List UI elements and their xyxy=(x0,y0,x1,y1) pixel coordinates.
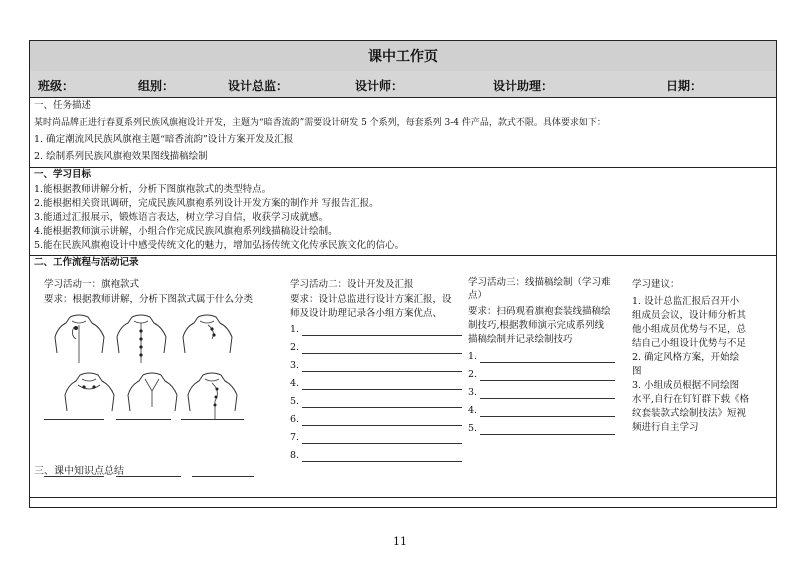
goal-item-1: 1.能根据教师讲解分析，分析下图旗袍款式的类型特点。 xyxy=(34,184,272,195)
answer-blank[interactable] xyxy=(116,476,181,477)
activity3-title-line-1: 学习活动三：线描稿绘制（学习难 xyxy=(468,277,611,288)
activity2-number: 8. xyxy=(290,450,300,461)
answer-blank[interactable] xyxy=(302,389,462,390)
qipao-collar-sketch-5 xyxy=(125,371,180,423)
qipao-collar-sketch-3 xyxy=(180,313,235,365)
activity1-title: 学习活动一：旗袍款式 xyxy=(44,279,140,290)
task-section xyxy=(30,97,776,168)
activity2-number: 7. xyxy=(290,432,300,443)
answer-blank[interactable] xyxy=(480,416,615,417)
activity2-number: 1. xyxy=(290,324,300,335)
task-intro: 某时尚品牌正进行春夏系列民族风旗袍设计开发，主题为“暗香流韵”需要设计研发 5 个系列，每套系列 3-4 件产品，款式不限。具体要求如下： xyxy=(34,118,606,128)
answer-blank[interactable] xyxy=(302,335,462,336)
answer-blank[interactable] xyxy=(302,443,462,444)
activity2-req-line-2: 师及设计助理记录各小组方案优点、 xyxy=(290,308,443,319)
goals-section xyxy=(30,168,776,256)
goal-item-2: 2.能根据相关资讯调研，完成民族风旗袍系列设计开发方案的制作并 写报告汇报。 xyxy=(34,198,379,209)
suggestion-line-8: 水平,自行在钉钉群下载《格 xyxy=(632,394,750,405)
assistant-label: 设计助理： xyxy=(493,79,554,93)
activity2-number: 4. xyxy=(290,378,300,389)
summary-heading: 三、课中知识点总结 xyxy=(34,466,124,477)
activity3-req-line-1: 要求：扫码观看旗袍套装线描稿绘 xyxy=(468,306,611,317)
activity3-number: 5. xyxy=(468,423,478,434)
activity2-title: 学习活动二：设计开发及汇报 xyxy=(290,279,414,290)
class-label: 班级： xyxy=(38,79,75,93)
task-item-1: 1. 确定潮流风民族风旗袍主题“暗香流韵”设计方案开发及汇报 xyxy=(34,134,294,145)
suggestion-line-2: 组成员会议，设计师分析其 xyxy=(632,310,747,321)
task-heading: 一、任务描述 xyxy=(34,100,92,111)
worksheet xyxy=(29,40,777,508)
info-bar xyxy=(30,71,776,98)
suggestion-line-9: 纹套装款式绘制技法》短视 xyxy=(632,408,747,419)
suggestion-line-10: 频进行自主学习 xyxy=(632,422,699,433)
suggestion-line-4: 结自己小组设计优势与不足 xyxy=(632,338,747,349)
answer-blank[interactable] xyxy=(480,434,615,435)
answer-blank[interactable] xyxy=(480,380,615,381)
answer-blank[interactable] xyxy=(302,353,462,354)
suggestion-line-5: 2. 确定风格方案，开始绘 xyxy=(632,352,740,363)
answer-blank[interactable] xyxy=(480,362,615,363)
date-label: 日期： xyxy=(666,79,703,93)
answer-blank[interactable] xyxy=(192,476,254,477)
suggestion-line-7: 3. 小组成员根据不同绘图 xyxy=(632,380,740,391)
director-label: 设计总监： xyxy=(228,79,289,93)
qipao-collar-sketch-4 xyxy=(62,371,117,423)
activity3-req-line-3: 描稿绘制并记录绘制技巧 xyxy=(468,334,573,345)
activity3-number: 3. xyxy=(468,387,478,398)
activity3-number: 4. xyxy=(468,405,478,416)
suggestion-line-1: 1. 设计总监汇报后召开小 xyxy=(632,296,740,307)
page-title: 课中工作页 xyxy=(30,41,776,72)
workflow-heading: 二、工作流程与活动记录 xyxy=(34,257,139,268)
answer-blank[interactable] xyxy=(302,425,462,426)
activity2-number: 5. xyxy=(290,396,300,407)
activity2-req-line-1: 要求：设计总监进行设计方案汇报，设 xyxy=(290,294,452,305)
qipao-collar-sketch-1 xyxy=(52,313,107,365)
suggestion-line-3: 他小组成员优势与不足，总 xyxy=(632,324,747,335)
activity2-number: 6. xyxy=(290,414,300,425)
goal-item-5: 5.能在民族风旗袍设计中感受传统文化的魅力，增加弘扬传统文化传承民族文化的信心。 xyxy=(34,240,405,251)
answer-blank[interactable] xyxy=(302,407,462,408)
activity2-number: 3. xyxy=(290,360,300,371)
answer-blank[interactable] xyxy=(302,371,462,372)
group-label: 组别： xyxy=(138,79,175,93)
goals-heading: 一、学习目标 xyxy=(34,169,92,180)
activity3-req-line-2: 制技巧,根据教师演示完成系列线 xyxy=(468,320,605,331)
qipao-collar-sketch-2 xyxy=(114,313,169,365)
activity3-number: 2. xyxy=(468,369,478,380)
activity3-title-line-2: 点） xyxy=(468,290,488,301)
suggestion-line-6: 图 xyxy=(632,366,642,377)
suggestions-title: 学习建议： xyxy=(632,279,680,290)
goal-item-4: 4.能根据教师演示讲解，小组合作完成民族风旗袍系列线描稿设计绘制。 xyxy=(34,226,338,237)
task-item-2: 2. 绘制系列民族风旗袍效果图线描稿绘制 xyxy=(34,151,208,162)
goal-item-3: 3.能通过汇报展示，锻炼语言表达，树立学习自信，收获学习成就感。 xyxy=(34,212,329,223)
qipao-collar-sketch-6 xyxy=(185,371,240,423)
answer-blank[interactable] xyxy=(480,398,615,399)
activity2-number: 2. xyxy=(290,342,300,353)
activity1-requirement: 要求：根据教师讲解，分析下图款式属于什么分类 xyxy=(44,294,254,305)
answer-blank[interactable] xyxy=(302,461,462,462)
designer-label: 设计师： xyxy=(355,79,404,93)
workflow-section xyxy=(30,256,776,498)
page-number: 11 xyxy=(393,535,407,548)
activity3-number: 1. xyxy=(468,351,478,362)
